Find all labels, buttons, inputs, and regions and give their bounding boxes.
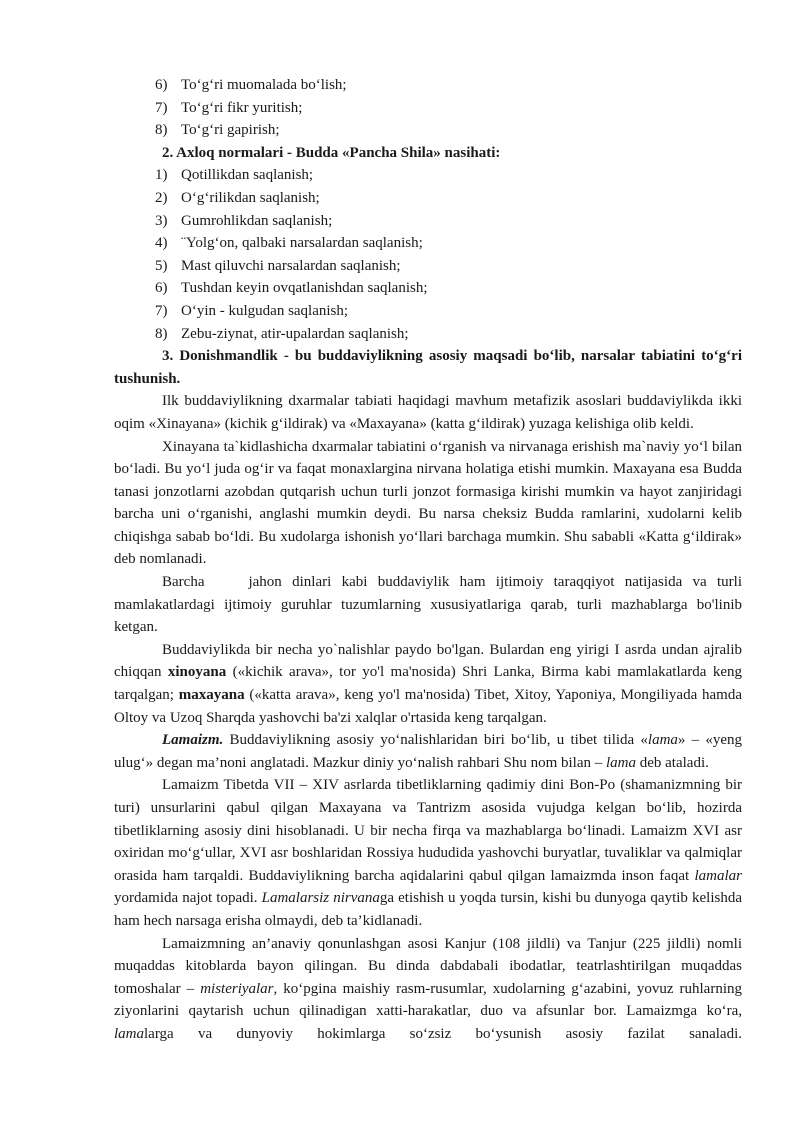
paragraph: Barcha jahon dinlari kabi buddaviylik ham ijtimoiy taraqqiyot natijasida va turli mamlakatlardagi ijtimoiy guruhlar tuzumlarning xususiyatlariga qarab, turli mazhablarga bo'linib ketgan. [114, 574, 742, 636]
term-xinoyana: xinoyana [167, 664, 227, 681]
list-item: 7) O‘yin - kulgudan saqlanish; [155, 302, 349, 319]
paragraph: Lamaizm. Buddaviylikning asosiy yo‘nalishlaridan biri bo‘lib, u tibet tilida «lama» – «yeng ulug‘» degan ma’noni anglatadi. Mazkur diniy yo‘nalish rahbari Shu nom bilan – lama deb ataladi. [114, 732, 742, 771]
paragraph: Buddaviylikda bir necha yo`nalishlar paydo bo'lgan. Bulardan eng yirigi I asrda undan ajralib chiqqan xinoyana («kichik arava», tor yo'l ma'nosida) Shri Lanka, Birma kabi mamlakatlarda keng tarqalgan; maxayana («katta arava», keng yo'l ma'nosida) Tibet, Xitoy, Yaponiya, Mongiliyada hamda Oltoy va Uzoq Sharqda yashovchi ba'zi xalqlar o'rtasida keng tarqalgan. [114, 641, 742, 726]
list-item: 1) Qotillikdan saqlanish; [155, 167, 314, 184]
list-item: 8) To‘g‘ri gapirish; [155, 122, 280, 139]
document-page [114, 74, 742, 1046]
list-item: 8) Zebu-ziynat, atir-upalardan saqlanish; [155, 325, 409, 342]
paragraph: Lamaizm Tibetda VII – XIV asrlarda tibetliklarning qadimiy dini Bon-Po (shamanizmning bir turi) unsurlarini qabul qilgan Maxayana va Tantrizm asosida vujudga kelgan bo‘lib, hozirda tibetliklarning asosiy dini hisoblanadi. U bir necha firqa va mazhablarga bo‘linadi. Lamaizm XVI asr oxiridan mo‘g‘ullar, XVI asr boshlaridan Rossiya hududida yashovchi buryatlar, tuvaliklar va qalmiqlar orasida ham tarqaldi. Buddaviylikning barcha aqidalarini qabul qilgan lamaizmda inson faqat lamalar yordamida najot topadi. Lamalarsiz nirvanaga etishish u yoqda tursin, kishi bu dunyoga qaytib kelishda ham hech narsaga erisha olmaydi, deb ta’kidlanadi. [114, 777, 742, 929]
term-lamaizm: Lamaizm. [162, 732, 224, 749]
list-item: 2) O‘g‘rilikdan saqlanish; [155, 189, 320, 206]
section-heading: 2. Axloq normalari - Budda «Pancha Shila» nasihati: [162, 144, 501, 161]
section-heading: 3. Donishmandlik - bu buddaviylikning asosiy maqsadi bo‘lib, narsalar tabiatini to‘g‘ri tushunish. [114, 348, 742, 387]
paragraph: Xinayana ta`kidlashicha dxarmalar tabiatini o‘rganish va nirvanaga erishish ma`naviy yo‘l bilan bo‘ladi. Bu yo‘l juda og‘ir va faqat monaxlargina nirvana holatiga etishi mumkin. Maxayana esa Budda tanasi jonzotlarni azobdan qutqarish uchun turli jonzot formasiga kirishi mumkin va hayot zanjiridagi barcha uni o‘rganishi, anglashi mumkin deydi. Bu narsa cheksiz Budda ramlarini, xudolarni kelib chiqishga sabab bo‘ldi. Bu xudolarga ishonish yo‘llari barchaga mumkin. Shu sababli «Katta g‘ildirak» deb nomlanadi. [114, 438, 742, 568]
list-item: 6) To‘g‘ri muomalada bo‘lish; [155, 77, 347, 93]
list-item: 5) Mast qiluvchi narsalardan saqlanish; [155, 257, 401, 274]
paragraph: Lamaizmning an’anaviy qonunlashgan asosi Kanjur (108 jildli) va Tanjur (225 jildli) nomli muqaddas kitoblarda bayon qilingan. Bu dinda dabdabali ibodatlar, teatrlashtirilgan muqaddas tomoshalar – misteriyalar, ko‘pgina maishiy rasm-rusumlar, xudolarning g‘azabini, yovuz ruhlarning ziyonlarini qaytarish uchun qilinadigan xatti-harakatlar, duo va afsunlar bor. Lamaizmga ko‘ra, lamalarga va dunyoviy hokimlarga so‘zsiz bo‘ysunish asosiy fazilat sanaladi. [114, 935, 743, 1042]
paragraph: Ilk buddaviylikning dxarmalar tabiati haqidagi mavhum metafizik asoslari buddaviylikda ikki oqim «Xinayana» (kichik g‘ildirak) va «Maxayana» (katta g‘ildirak) yuzaga kelishiga olib keldi. [114, 393, 742, 432]
list-item: 6) Tushdan keyin ovqatlanishdan saqlanish; [155, 280, 428, 297]
list-item: 7) To‘g‘ri fikr yuritish; [155, 99, 303, 116]
term-maxayana: maxayana [178, 687, 245, 704]
list-item: 4) ¨Yolg‘on, qalbaki narsalardan saqlanish; [155, 235, 423, 252]
list-item: 3) Gumrohlikdan saqlanish; [155, 212, 333, 229]
